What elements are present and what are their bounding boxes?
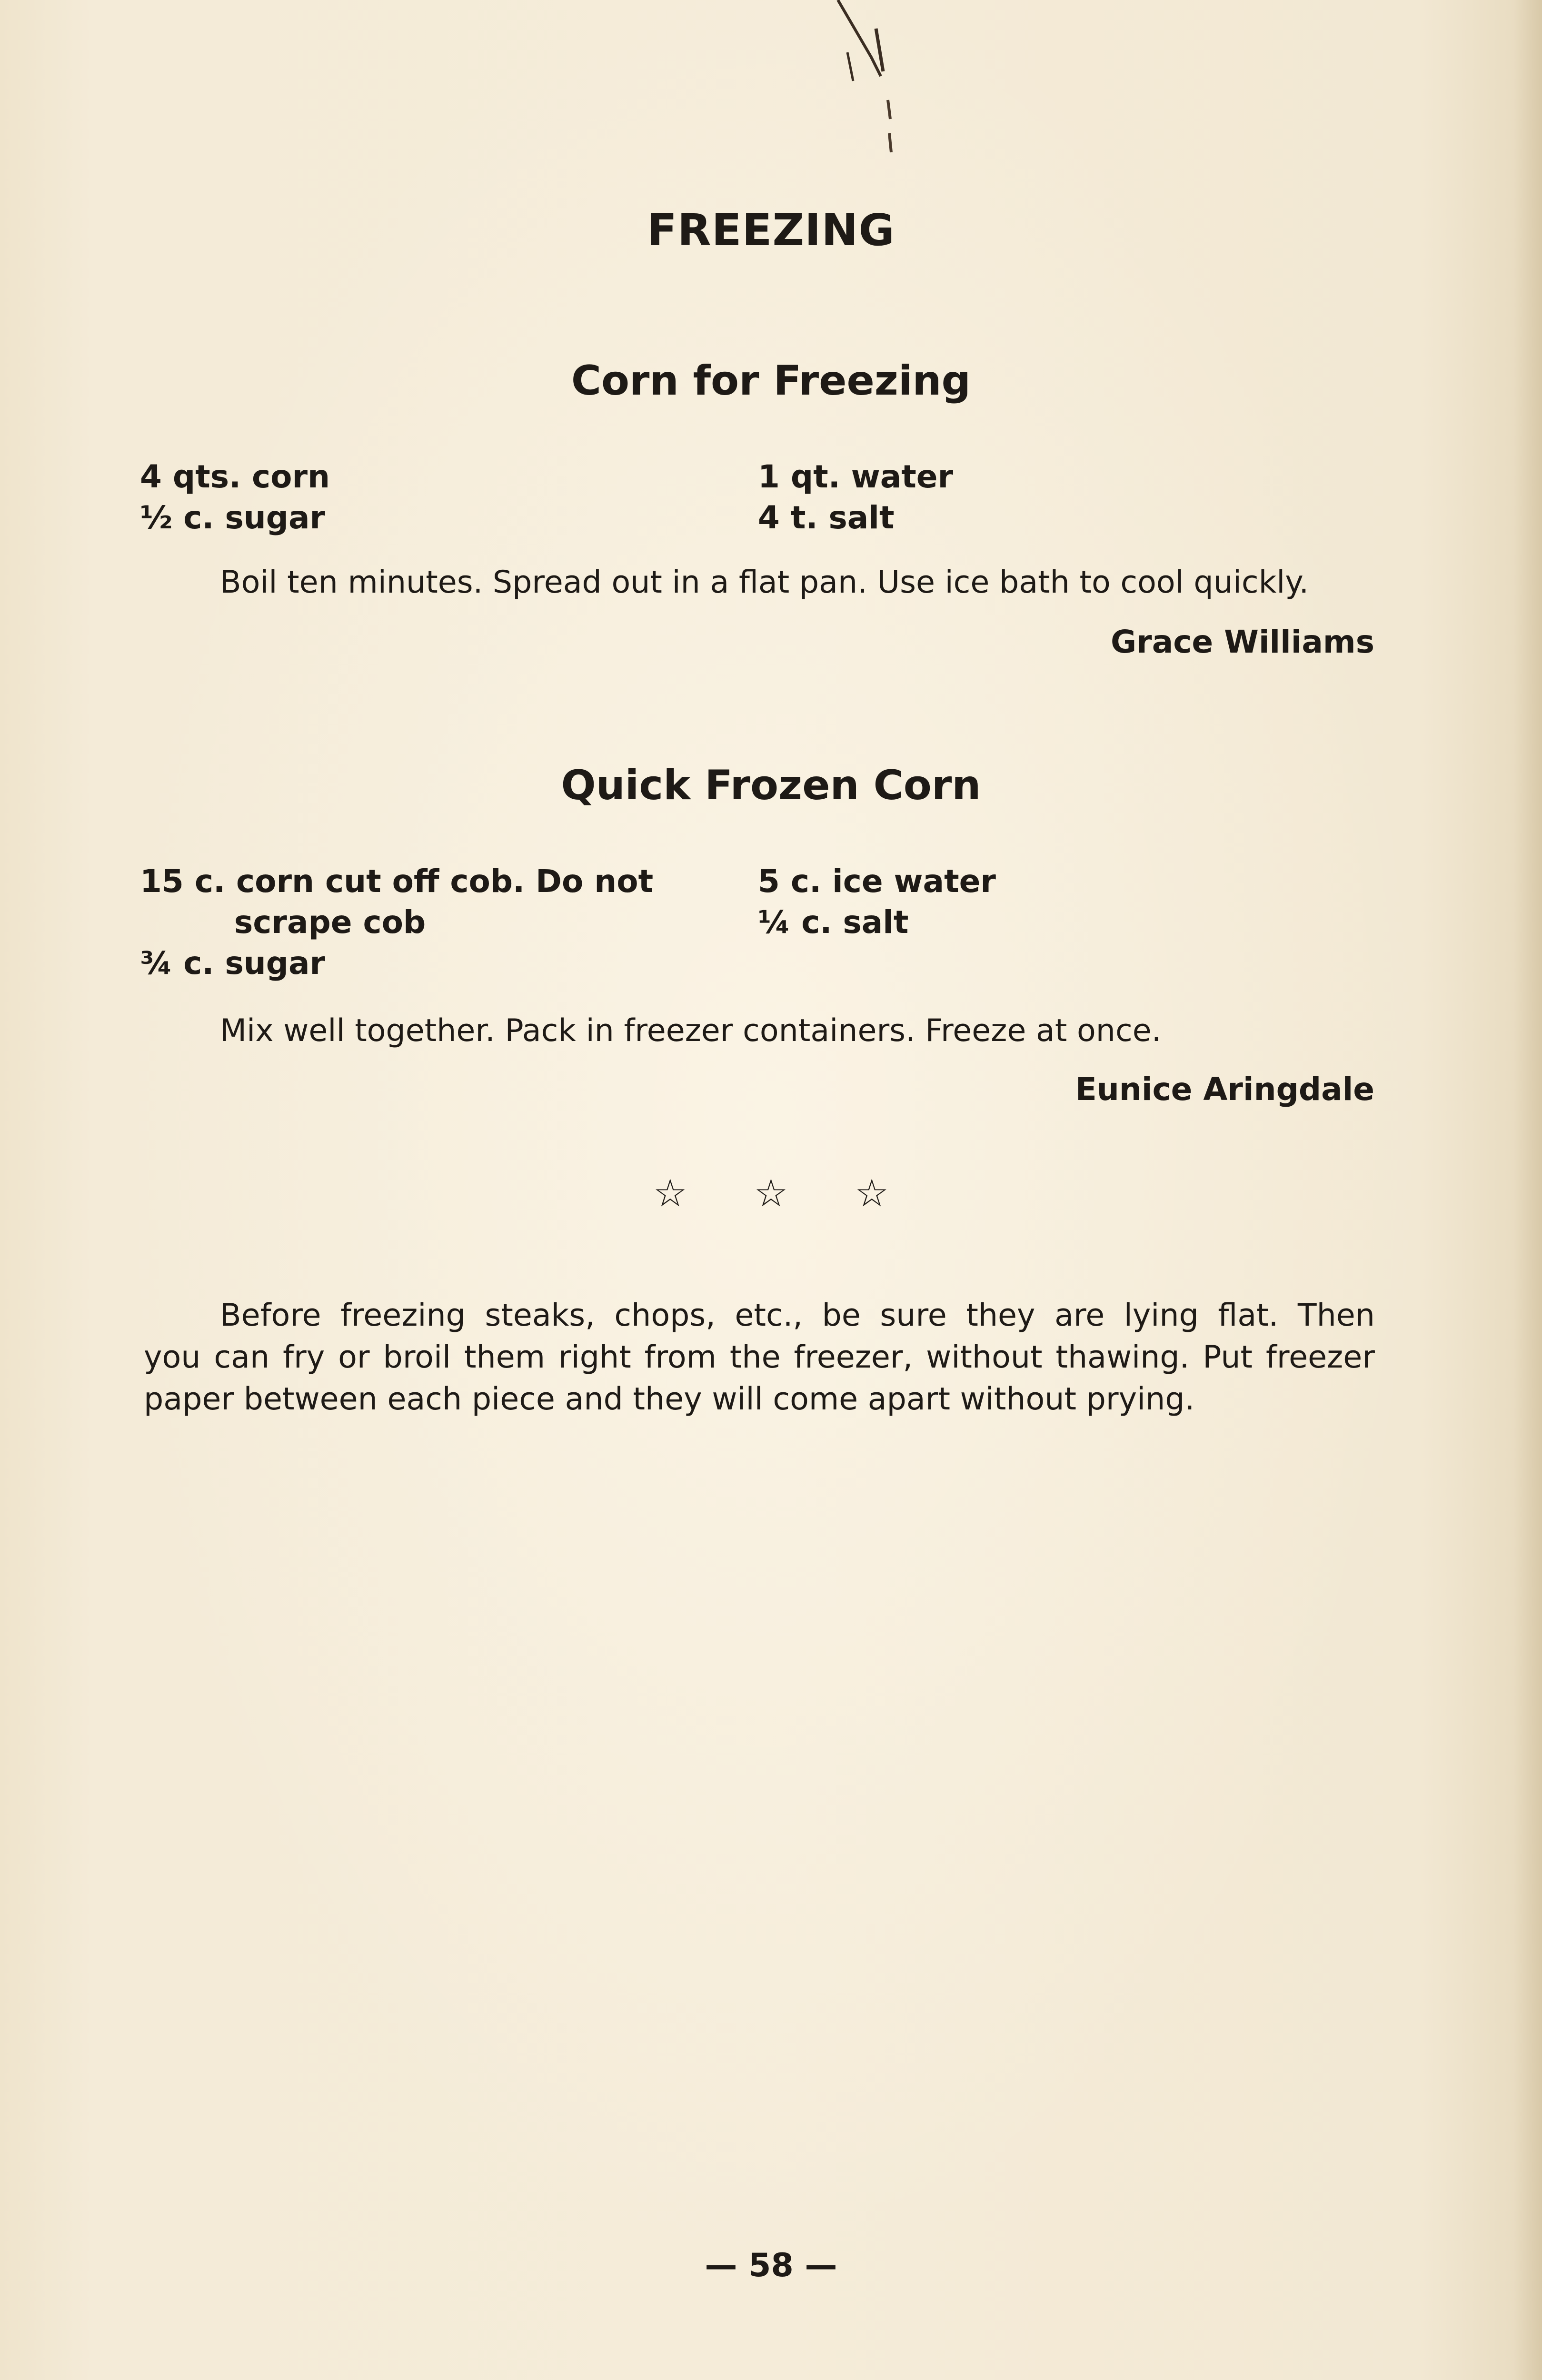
ingredient: ¾ c. sugar — [140, 945, 326, 982]
recipe-author: Eunice Aringdale — [1075, 1071, 1374, 1108]
tip-line: you can fry or broil them right from the freezer, without thawing. Put freezer — [144, 1339, 1375, 1375]
ingredient: ½ c. sugar — [140, 499, 326, 536]
recipe-title: Corn for Freezing — [571, 357, 971, 405]
ingredient: scrape cob — [234, 904, 426, 941]
section-heading: FREEZING — [647, 205, 895, 256]
recipe-instructions: Boil ten minutes. Spread out in a flat pan. Use ice bath to cool quickly. — [220, 565, 1309, 600]
recipe-author: Grace Williams — [1110, 624, 1374, 660]
ingredient: 5 c. ice water — [758, 863, 996, 900]
ingredient: ¼ c. salt — [758, 904, 909, 941]
ingredient: 15 c. corn cut off cob. Do not — [140, 863, 654, 900]
tip-line: Before freezing steaks, chops, etc., be sure they are lying flat. Then — [220, 1298, 1375, 1333]
page-number: — 58 — — [705, 2247, 837, 2284]
ingredient: 4 qts. corn — [140, 458, 330, 495]
recipe-instructions: Mix well together. Pack in freezer containers. Freeze at once. — [220, 1013, 1162, 1049]
ingredient: 4 t. salt — [758, 499, 895, 536]
ink-scratch-marks — [800, 0, 914, 171]
tip-line: paper between each piece and they will come apart without prying. — [144, 1381, 1195, 1417]
star-separator: ☆☆☆ — [653, 1171, 956, 1215]
recipe-title: Quick Frozen Corn — [561, 762, 981, 809]
ingredient: 1 qt. water — [758, 458, 954, 495]
